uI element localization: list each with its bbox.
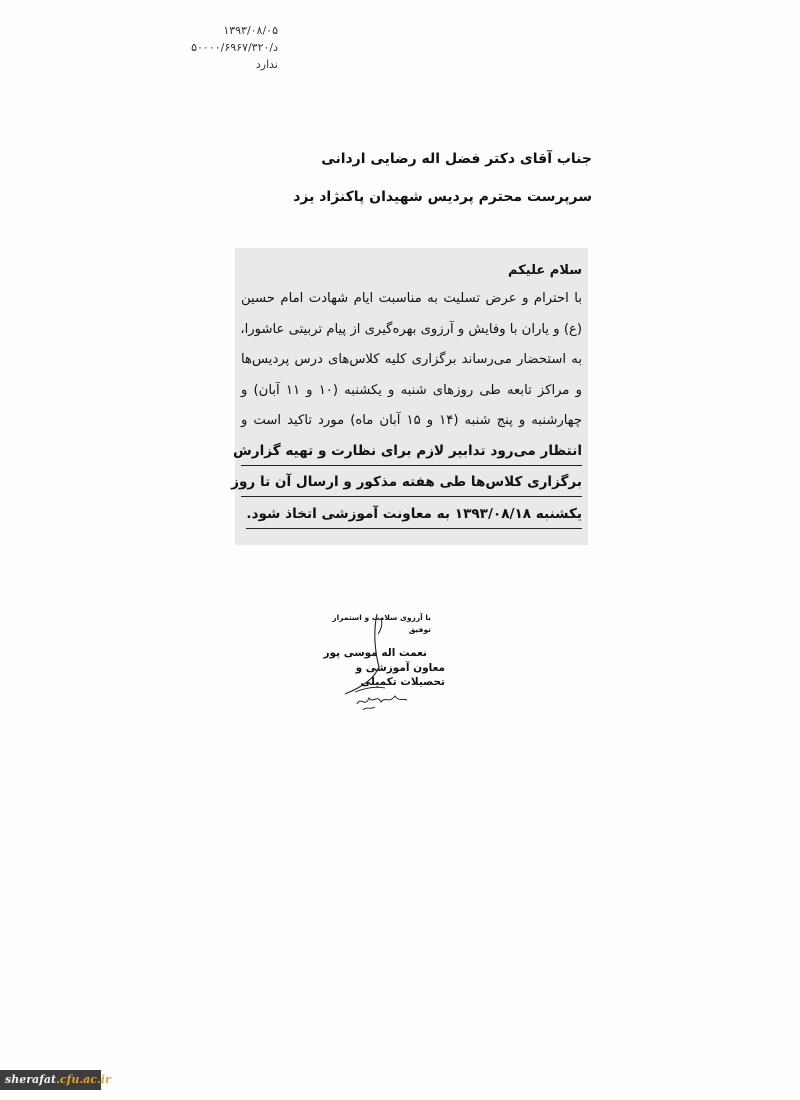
body-line: با احترام و عرض تسلیت به مناسبت ایام شهادت امام حسین — [241, 291, 582, 306]
emphasized-line: انتظار می‌رود تدابیر لازم برای نظارت و تهیه گزارش — [241, 437, 582, 466]
greeting: سلام علیکم — [508, 263, 582, 278]
watermark-part2: .cfu.ac.ir — [56, 1073, 111, 1086]
body-line: به استحضار می‌رساند برگزاری کلیه کلاس‌های درس پردیس‌ها — [241, 352, 582, 367]
emphasized-line: یکشنبه ۱۳۹۳/۰۸/۱۸ به معاونت آموزشی اتخاذ شود. — [246, 500, 582, 529]
watermark-part1: sherafat — [5, 1073, 57, 1086]
letter-meta — [168, 22, 278, 73]
signer-name: نعمت اله موسی پور — [323, 647, 427, 659]
signature-closing: با آرزوی سلامت و استمرار توفیق — [332, 613, 431, 634]
addressee-title: سرپرست محترم پردیس شهیدان پاکنژاد یزد — [293, 189, 592, 205]
letter-number: د/۵۰۰۰۰/۶۹۶۷/۳۲۰ — [191, 41, 278, 54]
addressee-block — [293, 140, 592, 216]
letter-date: ۱۳۹۳/۰۸/۰۵ — [223, 24, 278, 37]
letter-attachment: ندارد — [255, 58, 278, 71]
addressee-name: جناب آقای دکتر فضل اله رضایی اردانی — [321, 151, 592, 167]
signer-title: معاون آموزشی و تحصیلات تکمیلی — [355, 662, 445, 688]
emphasized-line: برگزاری کلاس‌ها طی هفته مذکور و ارسال آن تا روز — [241, 468, 582, 497]
body-line: چهارشنبه و پنج شنبه (۱۴ و ۱۵ آبان ماه) مورد تاکید است و — [241, 413, 583, 428]
watermark-badge — [0, 1070, 111, 1090]
body-line: (ع) و یاران با وفایش و آرزوی بهره‌گیری از پیام تربیتی عاشورا، — [240, 321, 582, 337]
signature-block — [315, 612, 445, 689]
body-paragraph — [231, 284, 583, 531]
body-line: و مراکز تابعه طی روزهای شنبه و یکشنبه (۱۰ و ۱۱ آبان) و — [241, 382, 583, 398]
letter-body — [231, 248, 588, 545]
